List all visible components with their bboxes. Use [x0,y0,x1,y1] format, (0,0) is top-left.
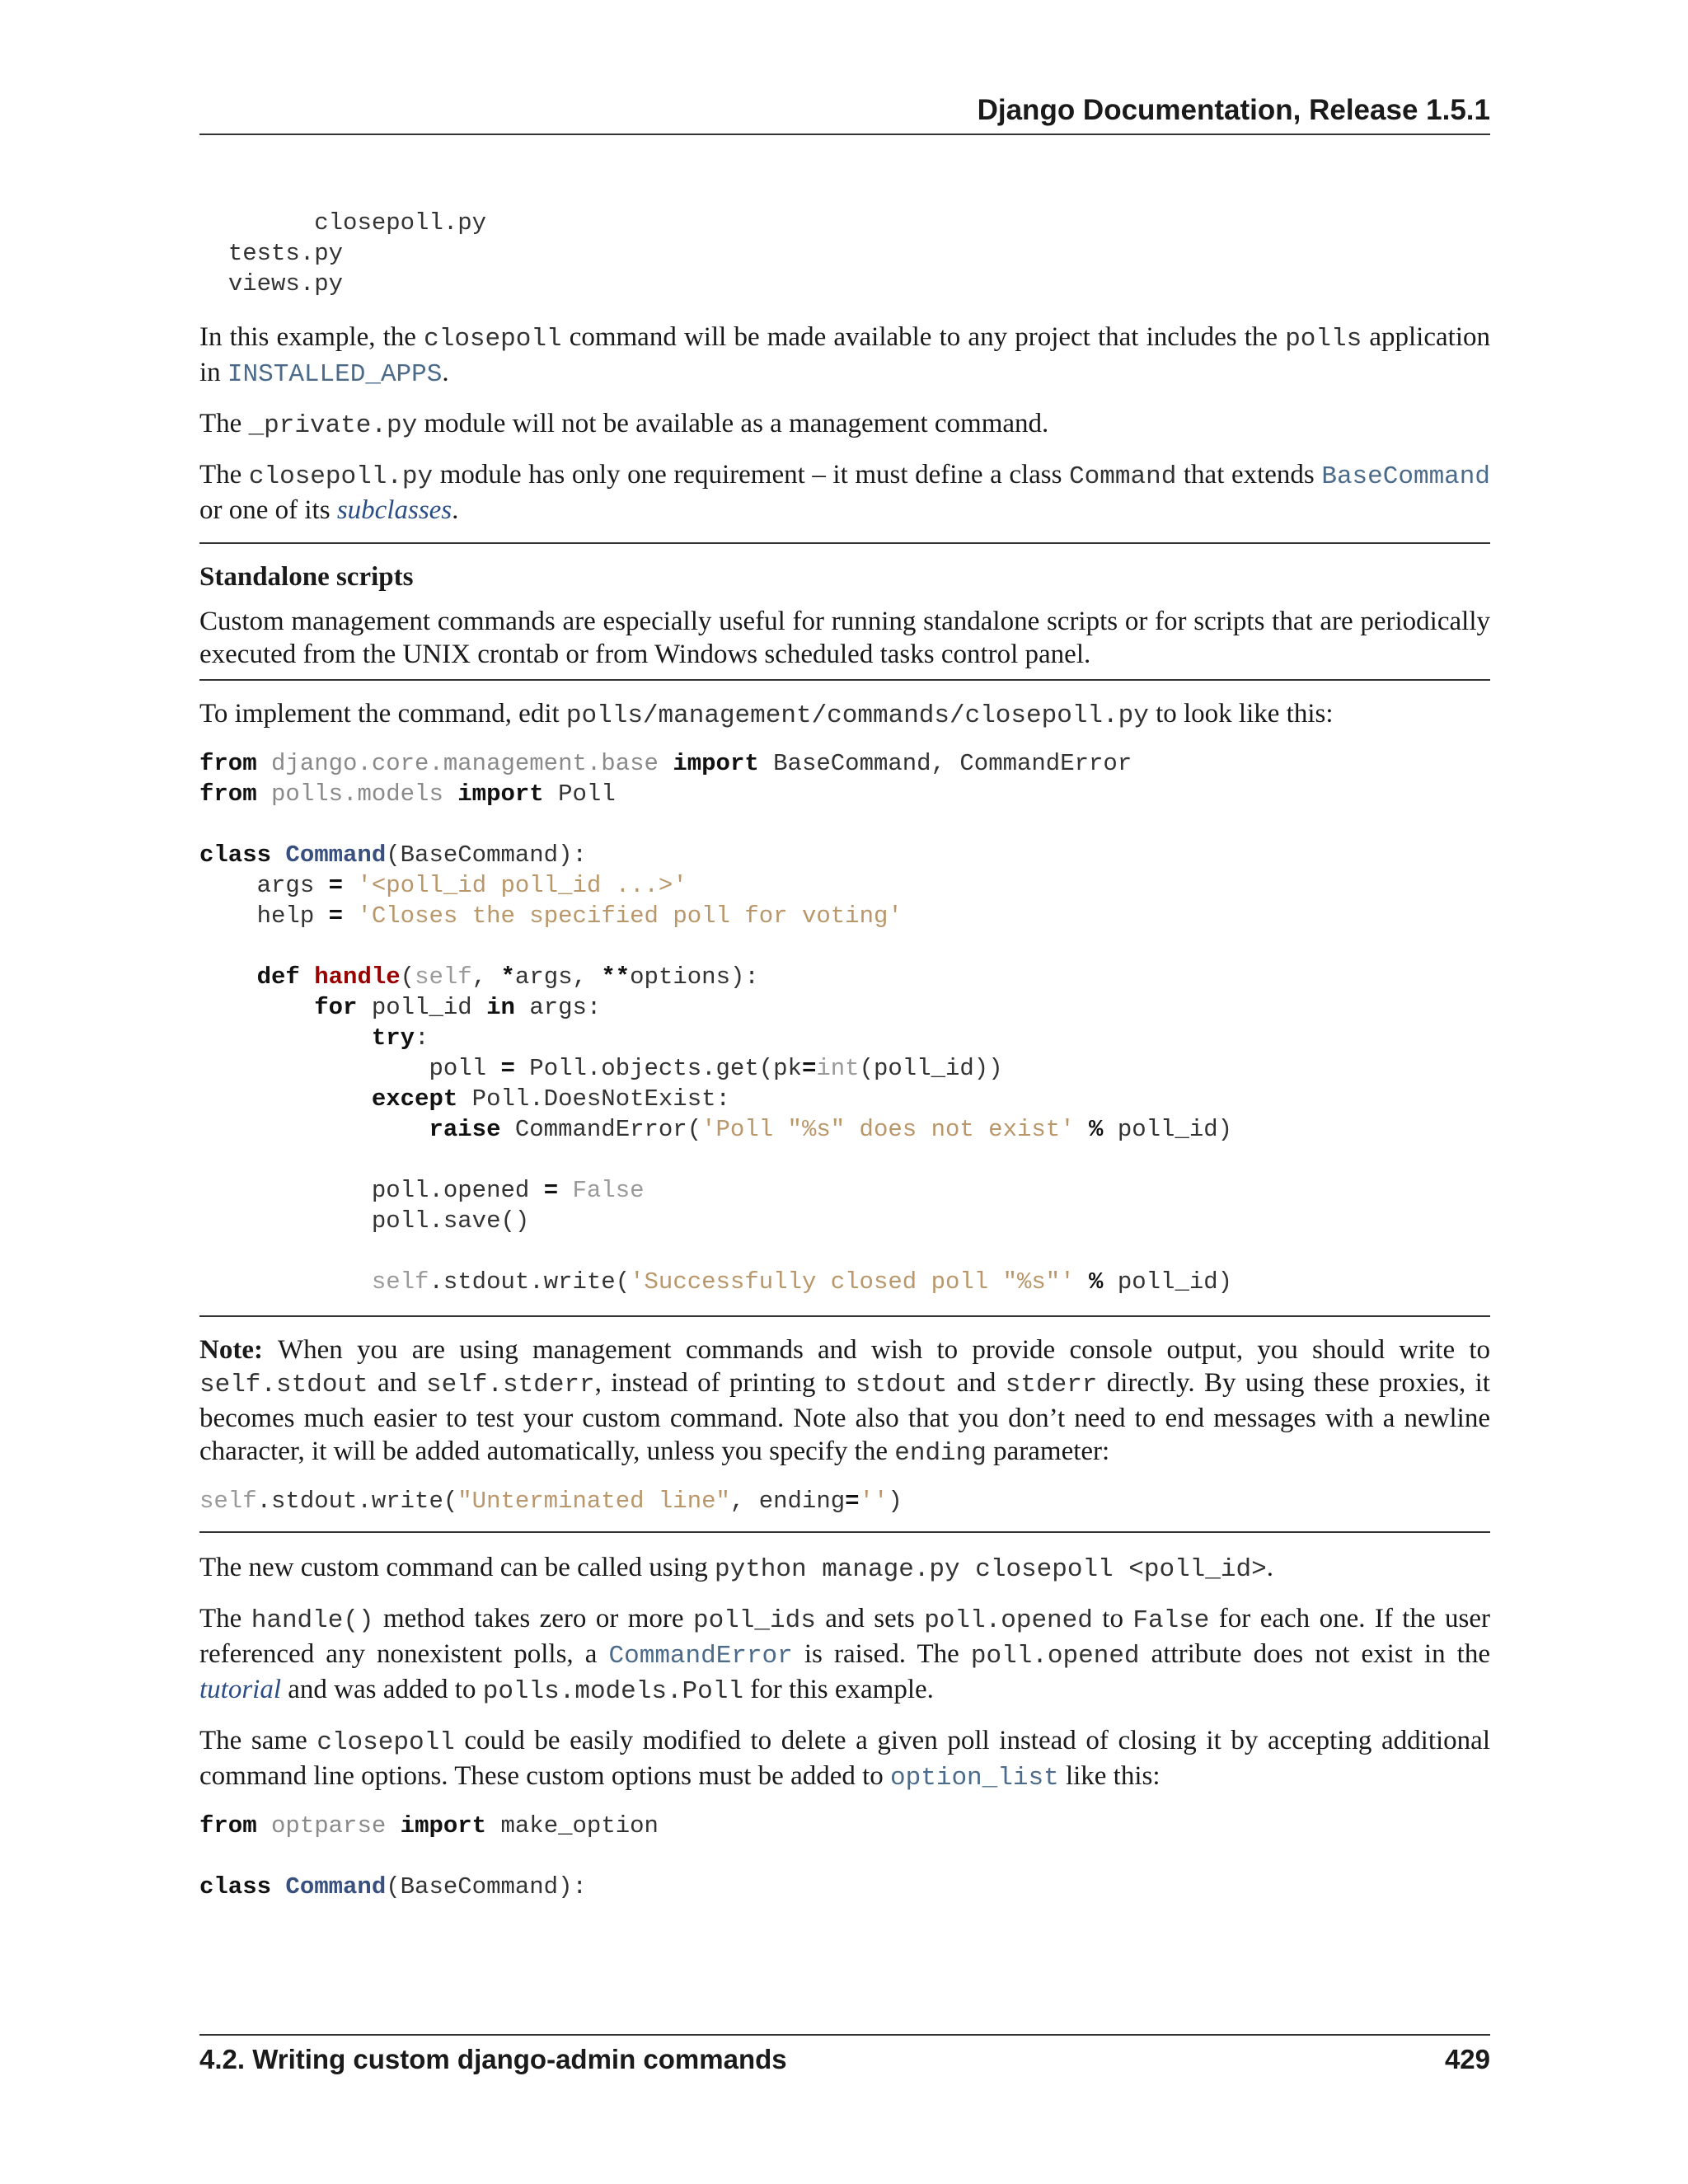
code-token: 'Closes the specified poll for voting' [357,902,903,930]
text: . [442,358,449,387]
code-token: def [256,963,300,991]
running-footer [199,2034,1490,2077]
tree-line: tests.py [227,240,344,267]
commanderror-link[interactable]: CommandError [608,1642,793,1671]
inline-code: poll.opened [924,1606,1093,1635]
closepoll-code-block [199,748,1490,1297]
inline-code: polls/management/commands/closepoll.py [565,701,1149,730]
inline-code: stderr [1005,1371,1098,1399]
text: The [199,1604,251,1633]
code-token: False [572,1177,645,1204]
text: The new custom command can be called using [199,1553,715,1582]
text: In this example, the [199,322,424,352]
code-token: = [500,1055,515,1082]
code-token: * [500,963,515,991]
tree-line: closepoll.py [314,209,487,237]
code-token: (poll_id)) [859,1055,1003,1082]
inline-code: polls [1285,325,1362,354]
subclasses-link[interactable]: subclasses [336,495,452,525]
text: for each one. If the user referenced any nonexistent polls, a [199,1604,1491,1669]
inline-code: closepoll [316,1728,455,1757]
code-token: from [199,1812,257,1840]
code-token: in [486,994,515,1021]
code-token: 'Successfully closed poll "%s"' [630,1268,1075,1296]
text: that extends [1176,460,1322,490]
inline-code: self.stdout [199,1371,368,1399]
text: module has only one requirement – it must define a class [433,460,1070,490]
header-title: Django Documentation, Release 1.5.1 [977,94,1490,126]
code-token: '<poll_id poll_id ...>' [357,872,687,899]
paragraph-call-command [199,1551,1490,1586]
code-token: ** [601,963,631,991]
code-token: import [457,780,544,808]
code-token: optparse [271,1812,387,1840]
code-token: self [415,963,472,991]
text: attribute does not exist in the [1139,1639,1490,1669]
installed-apps-link[interactable]: INSTALLED_APPS [227,360,443,389]
code-token: % [1089,1268,1104,1296]
option-list-link[interactable]: option_list [890,1764,1059,1793]
directory-tree-block [199,208,1490,299]
code-token: poll_id) [1117,1116,1233,1143]
text: method takes zero or more [373,1604,693,1633]
code-token: poll [429,1055,487,1082]
code-token: class [199,1873,272,1900]
inline-code: ending [894,1439,987,1468]
code-token: 'Poll "%s" does not exist' [701,1116,1075,1143]
topic-body: Custom management commands are especially useful for running standalone scripts or for scripts that are periodically executed from the UNIX crontab or from Windows scheduled tasks control panel. [199,607,1490,669]
code-token: : [415,1024,429,1052]
code-token: try [371,1024,415,1052]
text: and sets [815,1604,925,1633]
code-token: (BaseCommand): [386,1873,587,1900]
inline-code: poll_ids [692,1606,816,1635]
code-token: CommandError( [514,1116,702,1143]
code-token: from [199,780,257,808]
code-token: for [314,994,358,1021]
code-token: .stdout.write( [256,1488,458,1515]
code-token: class [199,841,272,869]
text: . [452,495,459,525]
inline-code: closepoll.py [248,462,434,491]
code-token: poll.save() [371,1207,530,1235]
code-token: ( [400,963,415,991]
code-token: import [400,1812,487,1840]
code-token: , ending [729,1488,846,1515]
text: command will be made available to any project that includes the [561,322,1286,352]
code-token: BaseCommand, CommandError [773,750,1132,777]
code-token: Poll.objects.get(pk [529,1055,802,1082]
text: module will not be available as a management command. [417,409,1049,438]
code-token: = [801,1055,817,1082]
text: The same [199,1726,317,1755]
code-token: args: [529,994,602,1021]
paragraph-private-module [199,407,1490,443]
paragraph-handle-method [199,1602,1490,1708]
optparse-code-block [199,1811,1490,1902]
tutorial-link[interactable]: tutorial [199,1675,282,1704]
inline-code: poll.opened [970,1642,1140,1671]
code-token: .stdout.write( [429,1268,631,1296]
paragraph-option-list [199,1724,1490,1795]
inline-code: Command [1069,462,1177,491]
code-token: % [1089,1116,1104,1143]
inline-code: self.stderr [426,1371,595,1399]
code-token: int [816,1055,860,1082]
text: like this: [1058,1761,1160,1791]
text: application in [199,322,1490,387]
code-token: poll_id) [1117,1268,1233,1296]
code-token: make_option [500,1812,659,1840]
text: and [368,1368,426,1398]
document-page [199,0,1490,2184]
code-token: = [845,1488,860,1515]
code-token: "Unterminated line" [457,1488,730,1515]
note-body [199,1333,1490,1470]
inline-code: polls.models.Poll [482,1677,743,1706]
code-token: import [673,750,759,777]
text: or one of its [199,495,337,525]
code-token: self [371,1268,429,1296]
text: and was added to [281,1675,483,1704]
code-token: args, [514,963,602,991]
paragraph-implement [199,697,1490,733]
text: The [199,460,249,490]
code-token: Command [285,1873,387,1900]
text: to [1092,1604,1133,1633]
text: . [1266,1553,1273,1582]
text: is raised. The [792,1639,971,1669]
code-token: = [328,872,344,899]
code-token: Poll [558,780,616,808]
paragraph-closepoll-availability [199,321,1490,391]
code-token: ) [888,1488,903,1515]
code-token: '' [859,1488,889,1515]
code-token: polls.models [271,780,443,808]
code-token: options): [630,963,759,991]
code-token: raise [429,1116,501,1143]
note-code-line [199,1486,1490,1516]
code-token: poll_id [371,994,472,1021]
code-token: help [256,902,315,930]
inline-code: handle() [251,1606,374,1635]
code-token: (BaseCommand): [386,841,587,869]
inline-code: False [1132,1606,1210,1635]
text: , instead of printing to [594,1368,856,1398]
code-token: Poll.DoesNotExist: [471,1085,730,1113]
running-header [199,92,1490,135]
code-token: args [256,872,315,899]
code-token: = [328,902,344,930]
code-token: from [199,750,257,777]
text: directly. By using these proxies, it becomes much easier to test your custom command. Note also that you don’t need to end messages with a newline character, it will be added automatically, unless you specify the [199,1368,1490,1466]
text: When you are using management commands and wish to provide console output, you should write to [277,1335,1490,1365]
page-content [199,208,1490,1902]
footer-section-title: 4.2. Writing custom django-admin commands [199,2044,787,2074]
text: for this example. [743,1675,934,1704]
code-token: handle [314,963,401,991]
code-token: self [199,1488,257,1515]
code-token: = [543,1177,559,1204]
code-token: poll.opened [371,1177,530,1204]
inline-code: closepoll [424,325,562,354]
text: to look like this: [1148,699,1334,729]
code-token: , [471,963,501,991]
standalone-scripts-topic [199,542,1490,681]
inline-code: _private.py [248,411,418,440]
inline-code: stdout [855,1371,948,1399]
text: To implement the command, edit [199,699,566,729]
note-label: Note: [199,1335,263,1365]
page-number: 429 [1444,2044,1490,2074]
code-token: except [371,1085,458,1113]
text: The [199,409,249,438]
note-admonition [199,1315,1490,1533]
paragraph-requirement [199,458,1490,527]
code-token: Command [285,841,387,869]
text: and [947,1368,1006,1398]
code-token: django.core.management.base [271,750,659,777]
tree-line: views.py [227,270,344,298]
topic-title: Standalone scripts [199,562,414,592]
basecommand-link[interactable]: BaseCommand [1321,462,1490,491]
text: parameter: [986,1436,1110,1466]
text: could be easily modified to delete a given poll instead of closing it by accepting additional command line options. These custom options must be added to [199,1726,1490,1791]
inline-code: python manage.py closepoll <poll_id> [714,1555,1267,1584]
